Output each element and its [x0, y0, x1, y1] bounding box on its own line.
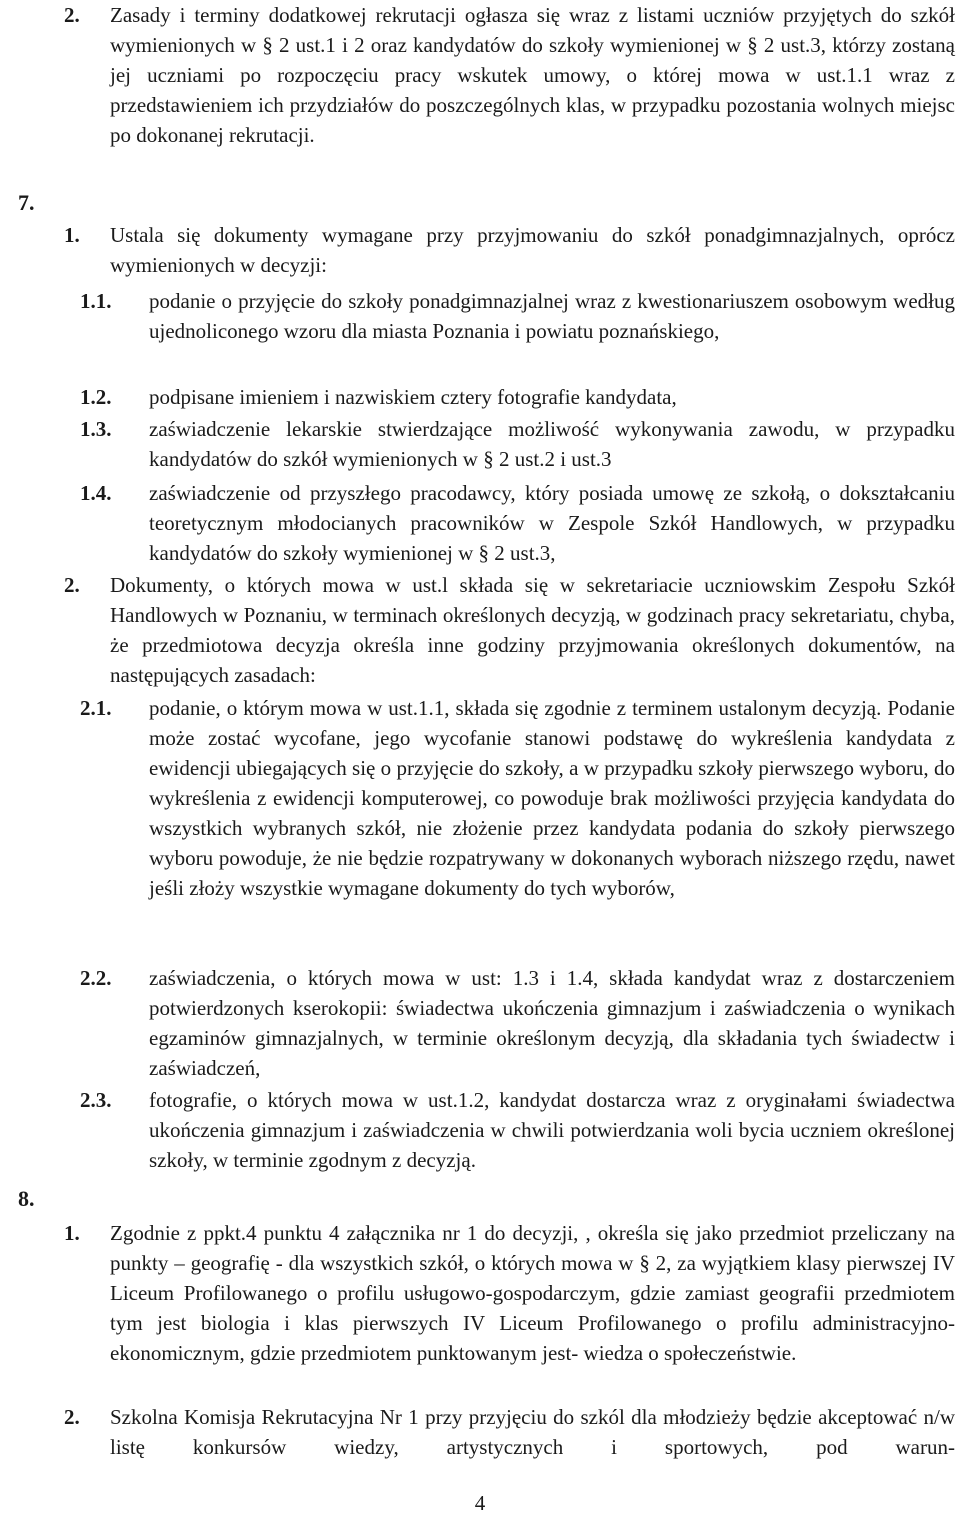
item-number: 2.3.: [80, 1088, 112, 1112]
paragraph-text: Dokumenty, o których mowa w ust.l składa się w sekretariacie uczniowskim Zespołu Szkół Handlowych w Poznaniu, w terminach określonych decyzją, w godzinach pracy sekretariatu, chyba, że przedmiotowa decyzja określa inne godziny przyjmowania określonych dokumentów, na następujących zasadach:: [110, 573, 955, 687]
paragraph-number: 2.: [64, 3, 80, 27]
item-number: 1.2.: [80, 385, 112, 409]
item-text: zaświadczenie od przyszłego pracodawcy, który posiada umowę ze szkołą, o dokształcaniu teoretycznym młodocianych pracowników w Zespole Szkół Handlowych, w przypadku kandydatów do szkoły wymienionej w § 2 ust.3,: [149, 481, 955, 565]
paragraph-number: 1.: [64, 1221, 80, 1245]
paragraph-text: Zgodnie z ppkt.4 punktu 4 załącznika nr 1 do decyzji, , określa się jako przedmiot przeliczany na punkty – geografię - dla wszystkich szkół, o których mowa w § 2, za wyjątkiem klasy pierwszej IV Liceum Profilowanego o profilu usługowo-gospodarczym, gdzie zamiast geografii przedmiotem tym jest biologia i klas pierwszych IV Liceum Profilowanego o profilu administracyjno-ekonomicznym, gdzie przedmiotem punktowanym jest- wiedza o społeczeństwie.: [110, 1221, 955, 1365]
paragraph-number: 1.: [64, 223, 80, 247]
paragraph-text: Szkolna Komisja Rekrutacyjna Nr 1 przy przyjęciu do szkól dla młodzieży będzie akceptować n/w listę konkursów wiedzy, artystycznych i sportowych, pod warun-: [110, 1405, 955, 1459]
page-number: 4: [474, 1491, 486, 1515]
item-text: zaświadczenia, o których mowa w ust: 1.3 i 1.4, składa kandydat wraz z dostarczeniem potwierdzonych kserokopii: świadectwa ukończenia gimnazjum i zaświadczenia o wynikach egzaminów gimnazjalnych, w terminie określonym decyzją, dla składania tych świadectw i zaświadczeń,: [149, 966, 955, 1080]
section-number-7: 7.: [18, 190, 35, 215]
item-number: 1.3.: [80, 417, 112, 441]
section-number-8: 8.: [18, 1186, 35, 1211]
item-number: 2.2.: [80, 966, 112, 990]
paragraph-number: 2.: [64, 573, 80, 597]
item-number: 1.1.: [80, 289, 112, 313]
paragraph-text: Zasady i terminy dodatkowej rekrutacji ogłasza się wraz z listami uczniów przyjętych do szkół wymienionych w § 2 ust.1 i 2 oraz kandydatów do szkoły wymienionej w § 2 ust.3, którzy zostaną jej uczniami po rozpoczęciu pracy wskutek umowy, o której mowa w ust.1.1 wraz z przedstawieniem ich przydziałów do poszczególnych klas, w przypadku pozostania wolnych miejsc po dokonanej rekrutacji.: [110, 3, 955, 147]
item-text: podanie, o którym mowa w ust.1.1, składa się zgodnie z terminem ustalonym decyzją. Podanie może zostać wycofane, jego wycofanie stanowi podstawę do wykreślenia kandydata z ewidencji ubiegających się o przyjęcie do szkoły, a w przypadku szkoły pierwszego wyboru, do wykreślenia z ewidencji komputerowej, co powoduje brak możliwości przyjęcia kandydata do wszystkich wybranych szkół, nie złożenie przez kandydata podania do szkoły pierwszego wyboru powoduje, że nie będzie rozpatrywany w dokonanych wyborach niższego rzędu, nawet jeśli złoży wszystkie wymagane dokumenty do tych wyborów,: [149, 696, 955, 900]
item-text: zaświadczenie lekarskie stwierdzające możliwość wykonywania zawodu, w przypadku kandydatów do szkół wymienionych w § 2 ust.2 i ust.3: [149, 417, 955, 471]
item-number: 1.4.: [80, 481, 112, 505]
item-number: 2.1.: [80, 696, 112, 720]
paragraph-number: 2.: [64, 1405, 80, 1429]
item-text: fotografie, o których mowa w ust.1.2, kandydat dostarcza wraz z oryginałami świadectwa ukończenia gimnazjum i zaświadczenia w chwili potwierdzania woli bycia uczniem określonej szkoły, w terminie zgodnym z decyzją.: [149, 1088, 955, 1172]
item-text: podanie o przyjęcie do szkoły ponadgimnazjalnej wraz z kwestionariuszem osobowym według ujednoliconego wzoru dla miasta Poznania i powiatu poznańskiego,: [149, 289, 955, 343]
item-text: podpisane imieniem i nazwiskiem cztery fotografie kandydata,: [149, 385, 677, 409]
paragraph-text: Ustala się dokumenty wymagane przy przyjmowaniu do szkół ponadgimnazjalnych, oprócz wymienionych w decyzji:: [110, 223, 955, 277]
